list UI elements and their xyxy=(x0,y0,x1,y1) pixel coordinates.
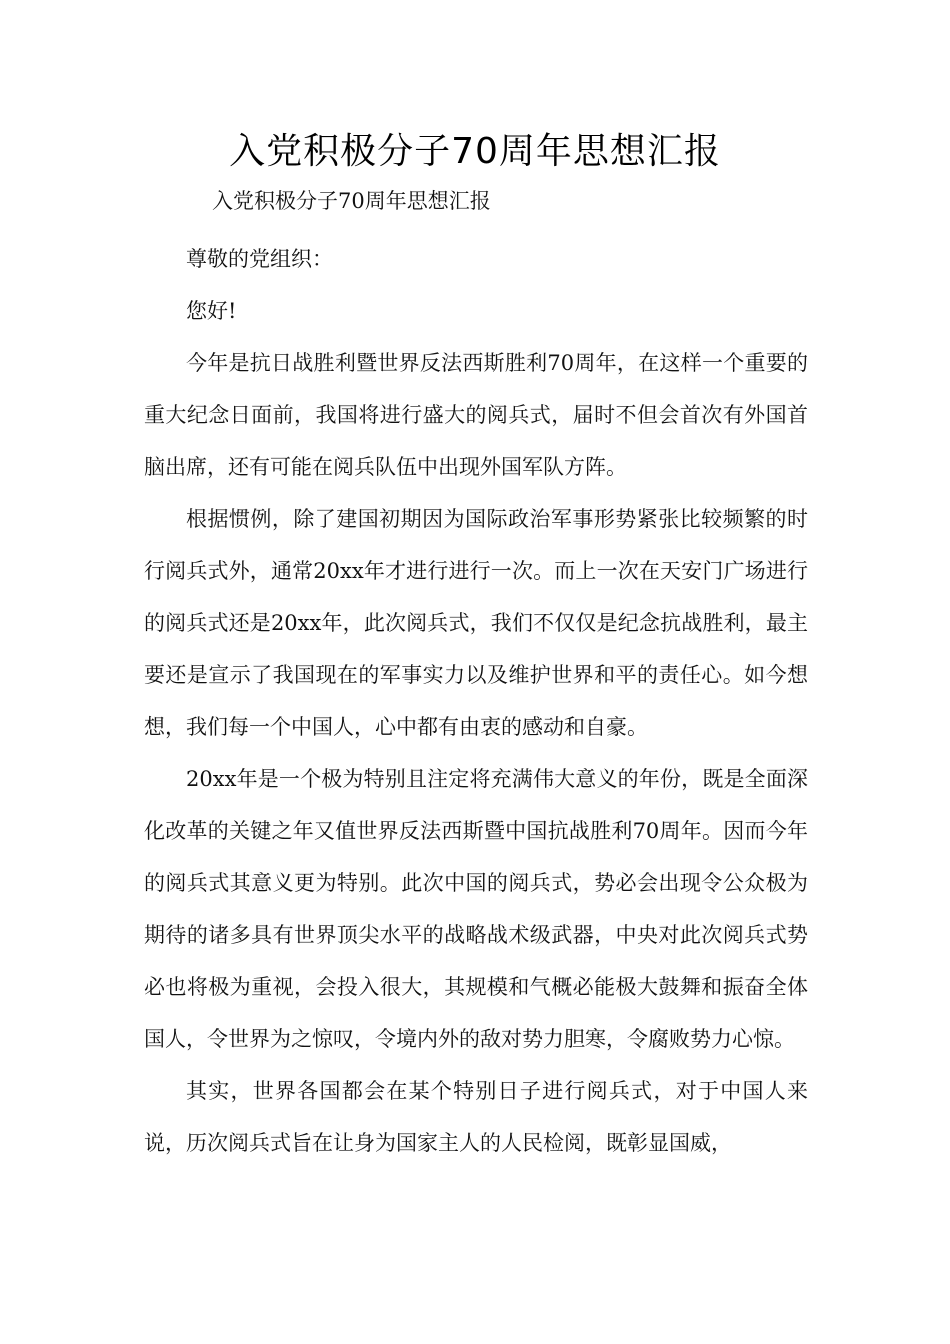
document-body xyxy=(144,181,808,1169)
document-title: 入党积极分子70周年思想汇报 xyxy=(229,131,721,172)
paragraph: 其实，世界各国都会在某个特别日子进行阅兵式，对于中国人来说，历次阅兵式旨在让身为国家主人的人民检阅，既彰显国威， xyxy=(144,1079,808,1155)
document-subtitle: 入党积极分子70周年思想汇报 xyxy=(212,189,491,213)
salutation: 尊敬的党组织： xyxy=(186,247,333,271)
paragraph: 根据惯例，除了建国初期因为国际政治军事形势紧张比较频繁的时行阅兵式外，通常20xx年才进行进行一次。而上一次在天安门广场进行的阅兵式还是20xx年，此次阅兵式，我们不仅仅是纪念抗战胜利，最主要还是宣示了我国现在的军事实力以及维护世界和平的责任心。如今想想，我们每一个中国人，心中都有由衷的感动和自豪。 xyxy=(144,507,808,739)
paragraph: 今年是抗日战胜利暨世界反法西斯胜利70周年，在这样一个重要的重大纪念日面前，我国将进行盛大的阅兵式，届时不但会首次有外国首脑出席，还有可能在阅兵队伍中出现外国军队方阵。 xyxy=(144,351,808,479)
greeting: 您好! xyxy=(186,299,237,323)
paragraph: 20xx年是一个极为特别且注定将充满伟大意义的年份，既是全面深化改革的关键之年又值世界反法西斯暨中国抗战胜利70周年。因而今年的阅兵式其意义更为特别。此次中国的阅兵式，势必会出现令公众极为期待的诸多具有世界顶尖水平的战略战术级武器，中央对此次阅兵式势必也将极为重视，会投入很大，其规模和气概必能极大鼓舞和振奋全体国人，令世界为之惊叹，令境内外的敌对势力胆寒，令腐败势力心惊。 xyxy=(144,767,808,1051)
